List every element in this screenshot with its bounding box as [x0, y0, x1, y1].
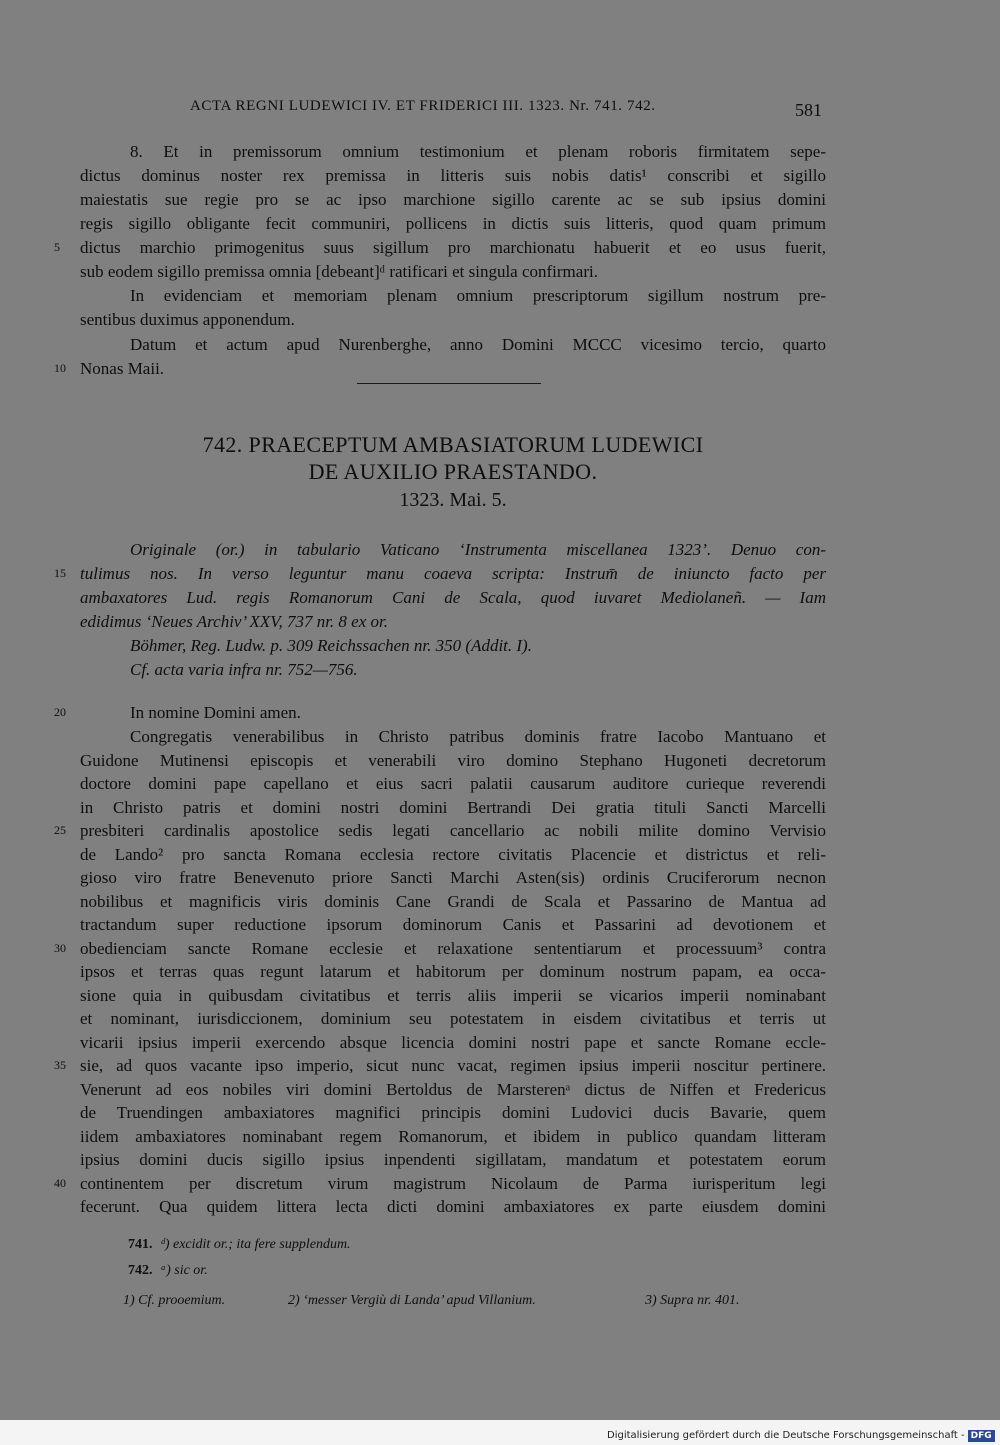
footnote-742: [128, 1263, 208, 1279]
text-line: sie, ad quos vacante ipso imperio, sicut nunc vacat, regimen ipsius imperii noscitur pertinere.: [80, 1056, 826, 1075]
line-number: 25: [54, 823, 66, 837]
text-line: sione quia in quibusdam civitatibus et terris aliis imperii se vicarios imperii nominabant: [80, 986, 826, 1005]
line-number: 10: [54, 361, 66, 375]
footnote-text: ᵈ) excidit or.; ita fere supplendum.: [160, 1237, 351, 1252]
funding-text: Digitalisierung gefördert durch die Deutsche Forschungsgemeinschaft -: [607, 1430, 965, 1441]
source-note-line: Originale (or.) in tabulario Vaticano ‘Instrumenta miscellanea 1323’. Denuo con-: [130, 540, 826, 559]
text-line: Guidone Mutinensi episcopis et venerabili viro domino Stephano Hugoneti decretorum: [80, 751, 826, 770]
text-line: vicarii ipsius imperii exercendo absque licencia domini nostri pape et sancte Romane eccle-: [80, 1033, 826, 1052]
source-note-line: ambaxatores Lud. regis Romanorum Cani de Scala, quod iuvaret Mediolaneñ. — Iam: [80, 588, 826, 607]
text-line: ipsius domini ducis sigillo ipsius inpendenti sigillatam, mandatum et potestatem eorum: [80, 1150, 826, 1169]
footnote-741: [128, 1237, 351, 1253]
text-line: sub eodem sigillo premissa omnia [debeant]ᵈ ratificari et singula confirmari.: [80, 262, 598, 281]
dfg-logo: DFG: [968, 1430, 995, 1442]
text-line: continentem per discretum virum magistrum Nicolaum de Parma iurisperitum legi: [80, 1174, 826, 1193]
text-line: Congregatis venerabilibus in Christo patribus dominis fratre Iacobo Mantuano et: [130, 727, 826, 746]
source-note-line: tulimus nos. In verso leguntur manu coaeva scripta: Instrum̄ de iniuncto facto per: [80, 564, 826, 583]
text-line: obedienciam sancte Romane ecclesie et relaxatione sententiarum et processuum³ contra: [80, 939, 826, 958]
document-title-continued: DE AUXILIO PRAESTANDO.: [308, 459, 598, 484]
text-line: maiestatis sue regie pro se ac ipso marchione sigillo carente ac se sub ipsius domini: [80, 190, 826, 209]
line-number: 30: [54, 941, 66, 955]
text-line: de Truendingen ambaxiatores magnifici principis domini Ludovici ducis Bavarie, quem: [80, 1103, 826, 1122]
document-title: 742. PRAECEPTUM AMBASIATORUM LUDEWICI: [202, 432, 704, 457]
text-line: iidem ambaxiatores nominabant regem Romanorum, et ibidem in publico quandam litteram: [80, 1127, 826, 1146]
line-number: 5: [54, 240, 60, 254]
text-line: fecerunt. Qua quidem littera lecta dicti domini ambaxiatores ex parte eiusdem domini: [80, 1197, 826, 1216]
text-line: Nonas Maii.: [80, 359, 165, 378]
text-line: dictus marchio primogenitus suus sigillum pro marchionatu habuerit et eo usus fuerit,: [80, 238, 826, 257]
footnote-text: ᵃ) sic or.: [160, 1263, 208, 1278]
funding-footer: [607, 1430, 995, 1442]
text-line: sentibus duximus apponendum.: [80, 310, 295, 329]
text-line: nobilibus et magnificis viris dominis Cane Grandi de Scala et Passarino de Mantua ad: [80, 892, 826, 911]
text-line: in Christo patris et domini nostri domini Bertrandi Dei gratia tituli Sancti Marcelli: [80, 798, 826, 817]
footnote-1: 1) Cf. prooemium.: [123, 1293, 226, 1308]
page-number: 581: [795, 100, 822, 120]
text-line: regis sigillo obligante fecit communiri, pollicens in dictis suis litteris, quod quam primum: [80, 214, 826, 233]
line-number: 40: [54, 1176, 66, 1190]
text-line: dictus dominus noster rex premissa in litteris suis nobis datis¹ conscribi et sigillo: [80, 166, 826, 185]
running-header: ACTA REGNI LUDEWICI IV. ET FRIDERICI III. 1323. Nr. 741. 742.: [190, 98, 656, 114]
text-line: tractandum super reductione ipsorum dominorum Canis et Passarini ad devotionem et: [80, 915, 826, 934]
footnote-doc-number: 741.: [128, 1237, 153, 1252]
line-number: 35: [54, 1058, 66, 1072]
text-line: presbiteri cardinalis apostolice sedis legati cancellario ac nobili milite domino Vervisio: [80, 821, 826, 840]
line-number: 20: [54, 705, 66, 719]
section-divider: [357, 383, 541, 384]
text-line: gioso viro fratre Benevenuto priore Sancti Marchi Asten(sis) ordinis Cruciferorum necnon: [80, 868, 826, 887]
footnote-2: 2) ‘messer Vergiù di Landa’ apud Villanium.: [288, 1293, 536, 1308]
regest-reference: Böhmer, Reg. Ludw. p. 309 Reichssachen nr. 350 (Addit. I).: [130, 636, 532, 655]
footnote-3: 3) Supra nr. 401.: [645, 1293, 740, 1308]
text-line: et nominant, iurisdiccionem, dominium seu potestatem in eisdem civitatibus et terris ut: [80, 1009, 826, 1028]
text-line: 8. Et in premissorum omnium testimonium et plenam roboris firmitatem sepe-: [130, 142, 826, 161]
text-line: ipsos et terras quas regunt latarum et habitorum per dominum nostrum papam, ea occa-: [80, 962, 826, 981]
cross-reference: Cf. acta varia infra nr. 752—756.: [130, 660, 358, 679]
text-line: doctore domini pape capellano et eius sacri palatii causarum auditore curieque reverendi: [80, 774, 826, 793]
source-note-line: edidimus ‘Neues Archiv’ XXV, 737 nr. 8 ex or.: [80, 612, 389, 631]
text-line: In evidenciam et memoriam plenam omnium prescriptorum sigillum nostrum pre-: [130, 286, 826, 305]
text-line: de Lando² pro sancta Romana ecclesia rectore civitatis Placencie et districtus et reli-: [80, 845, 826, 864]
text-line: In nomine Domini amen.: [130, 703, 301, 722]
document-date: 1323. Mai. 5.: [399, 489, 507, 511]
line-number: 15: [54, 566, 66, 580]
text-line: Datum et actum apud Nurenberghe, anno Domini MCCC vicesimo tercio, quarto: [130, 335, 826, 354]
footnote-doc-number: 742.: [128, 1263, 153, 1278]
text-line: Venerunt ad eos nobiles viri domini Bertoldus de Marsterenᵃ dictus de Niffen et Fredericus: [80, 1080, 826, 1099]
